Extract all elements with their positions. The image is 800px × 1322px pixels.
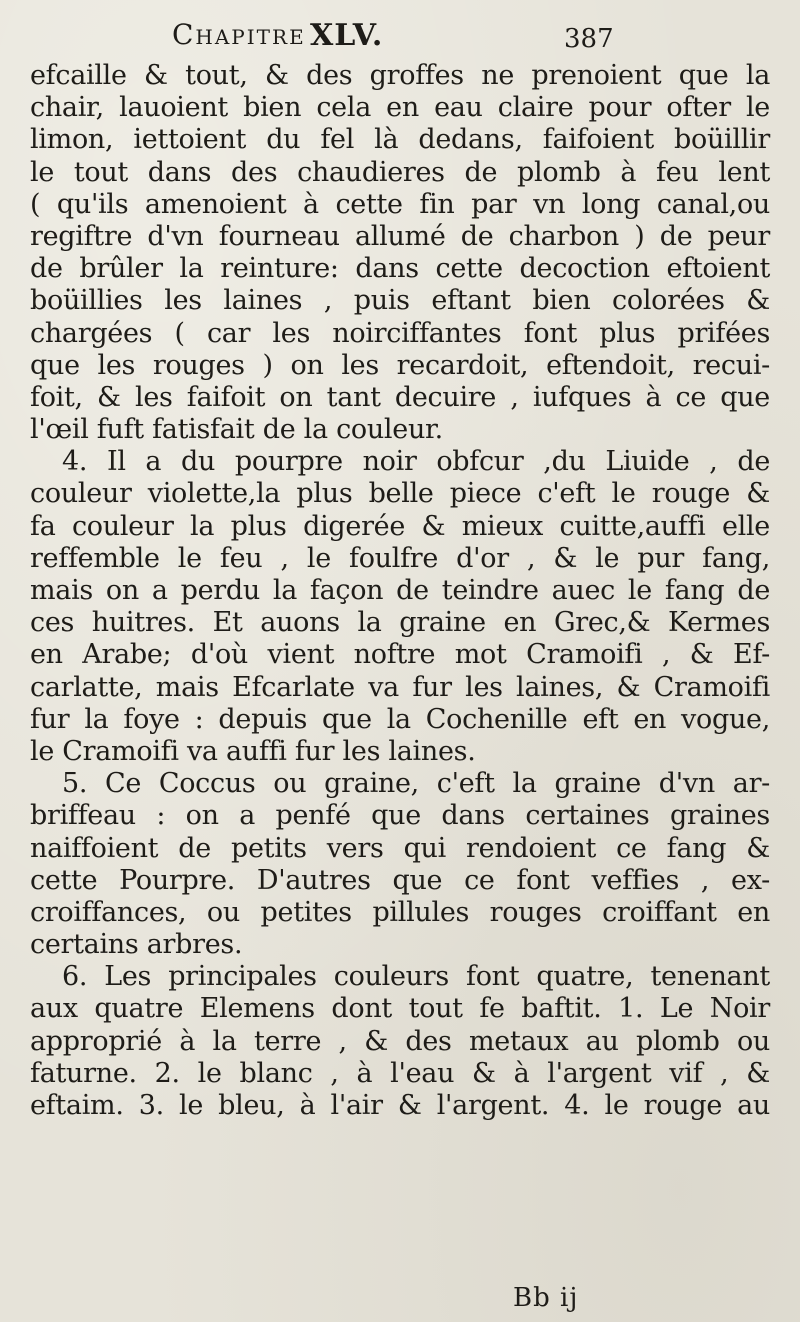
text-line: naiffoient de petits vers qui rendoient ce fang & [30, 832, 770, 864]
text-line: le Cramoifi va auffi fur les laines. [30, 735, 476, 767]
paragraph-start: 5. Ce Coccus ou graine, c'eft la graine d'vn ar- [62, 768, 770, 800]
text-line: eftaim. 3. le bleu, à l'air & l'argent. 4. le rouge au [30, 1090, 770, 1121]
text-line: boüillies les laines , puis eftant bien colorées & [30, 285, 770, 317]
body-text [30, 60, 770, 1122]
text-line: carlatte, mais Efcarlate va fur les laines, & Cramoifi [30, 671, 770, 703]
text-line: chair, lauoient bien cela en eau claire pour ofter le [30, 92, 770, 124]
chapter-number: XLV. [310, 18, 384, 53]
text-line: en Arabe; d'où vient noftre mot Cramoifi , & Ef- [30, 639, 770, 671]
text-line: fa couleur la plus digerée & mieux cuitte,auffi elle [30, 510, 770, 542]
text-line: l'œil fuft fatisfait de la couleur. [30, 414, 443, 446]
text-line: chargées ( car les noirciffantes font plus prifées [30, 317, 770, 349]
text-line: cette Pourpre. D'autres que ce font veffies , ex- [30, 864, 770, 896]
text-line: reffemble le feu , le foulfre d'or , & le pur fang, [30, 542, 770, 574]
running-header [0, 18, 800, 62]
text-line: ces huitres. Et auons la graine en Grec,& Kermes [30, 607, 770, 639]
page-number: 387 [564, 24, 614, 54]
paragraph-start: 6. Les principales couleurs font quatre, tenenant [62, 961, 770, 993]
text-line: que les rouges ) on les recardoit, eftendoit, recui- [30, 349, 770, 381]
text-line: foit, & les faifoit on tant decuire , iufques à ce que [30, 381, 770, 413]
text-line: aux quatre Elemens dont tout fe baftit. 1. Le Noir [30, 993, 770, 1025]
text-line: le tout dans des chaudieres de plomb à feu lent [30, 156, 770, 188]
text-line: briffeau : on a penfé que dans certaines graines [30, 800, 770, 832]
text-line: approprié à la terre , & des metaux au plomb ou [30, 1025, 770, 1057]
paragraph-start: 4. Il a du pourpre noir obfcur ,du Liuide , de [62, 446, 770, 478]
text-line: efcaille & tout, & des groffes ne prenoient que la [30, 60, 770, 91]
text-line: croiffances, ou petites pillules rouges croiffant en [30, 896, 770, 928]
text-line: mais on a perdu la façon de teindre auec le fang de [30, 575, 770, 606]
chapter-title: Chapitre [172, 18, 306, 51]
text-line: de brûler la reinture: dans cette decoction eftoient [30, 253, 770, 285]
text-line: certains arbres. [30, 929, 243, 961]
text-line: couleur violette,la plus belle piece c'eft le rouge & [30, 478, 770, 510]
text-line: ( qu'ils amenoient à cette fin par vn long canal,ou [30, 188, 770, 220]
signature-mark: Bb ij [513, 1283, 579, 1313]
text-line: fur la foye : depuis que la Cochenille eft en vogue, [30, 703, 770, 735]
text-line: faturne. 2. le blanc , à l'eau & à l'argent vif , & [30, 1057, 770, 1089]
text-line: regiftre d'vn fourneau allumé de charbon ) de peur [30, 220, 770, 252]
text-line: limon, iettoient du fel là dedans, faifoient boüillir [30, 124, 770, 156]
